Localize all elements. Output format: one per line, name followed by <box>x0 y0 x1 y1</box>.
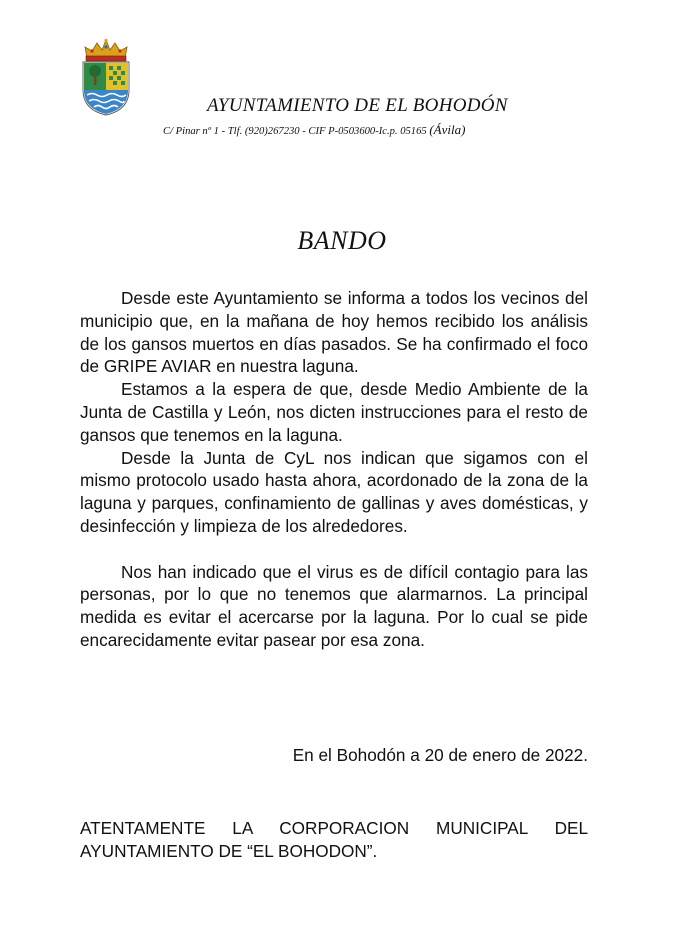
document-title: BANDO <box>297 226 387 255</box>
body-paragraph-3: Desde la Junta de CyL nos indican que sigamos con el mismo protocolo usado hasta ahora, acordonado de la zona de la laguna y parques, confinamiento de gallinas y aves domésticas, y desinfección y limpieza de los alrededores. <box>80 447 588 536</box>
address-line: C/ Pinar nº 1 - Tlf. (920)267230 - CIF P-0503600-Ic.p. 05165 <box>163 126 430 137</box>
signature-block <box>80 817 588 863</box>
org-name: AYUNTAMIENTO DE EL BOHODÓN <box>207 95 508 116</box>
date-line: En el Bohodón a 20 de enero de 2022. <box>292 745 588 765</box>
body-paragraph-1: Desde este Ayuntamiento se informa a todos los vecinos del municipio que, en la mañana de hoy hemos recibido los análisis de los gansos muertos en días pasados. Se ha confirmado el foco de GRIPE AVIAR en nuestra laguna. <box>80 288 588 377</box>
body-paragraph-2: Estamos a la espera de que, desde Medio Ambiente de la Junta de Castilla y León, nos dicten instrucciones para el resto de gansos que tenemos en la laguna. <box>80 379 588 445</box>
body-paragraph-4: Nos han indicado que el virus es de difícil contagio para las personas, por lo que no tenemos que alarmarnos. La principal medida es evitar el acercarse por la laguna. Por lo cual se pide encarecidamente evitar pasear por esa zona. <box>80 561 588 650</box>
coat-of-arms-icon <box>78 38 134 116</box>
address-province: (Ávila) <box>429 122 466 137</box>
signature-text: ATENTAMENTE LA CORPORACION MUNICIPAL DEL AYUNTAMIENTO DE “EL BOHODON”. <box>80 818 588 861</box>
document-body <box>80 287 588 652</box>
org-address <box>163 122 465 138</box>
